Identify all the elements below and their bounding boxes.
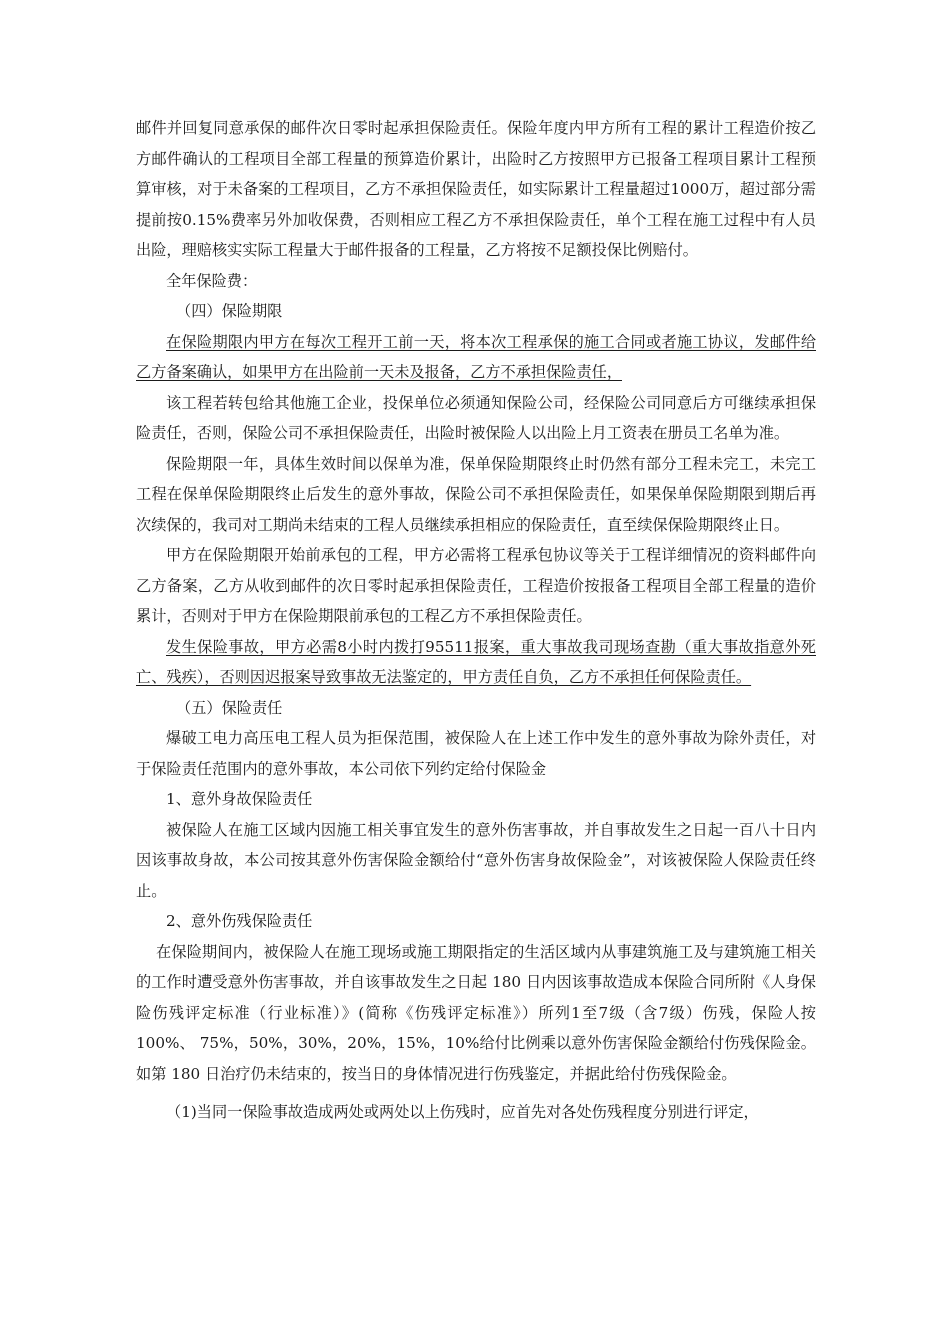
- paragraph-premium-accumulation: 邮件并回复同意承保的邮件次日零时起承担保险责任。保险年度内甲方所有工程的累计工程造价按乙方邮件确认的工程项目全部工程量的预算造价累计，出险时乙方按照甲方已报备工程项目累计工程预算审核，对于未备案的工程项目，乙方不承担保险责任，如实际累计工程量超过1000万，超过部分需提前按0.15%费率另外加收保费，否则相应工程乙方不承担保险责任，单个工程在施工过程中有人员出险，理赔核实实际工程量大于邮件报备的工程量，乙方将按不足额投保比例赔付。: [136, 119, 816, 259]
- subheading-accidental-disability: 2、意外伤残保险责任: [166, 912, 313, 930]
- section-heading-insurance-period: （四）保险期限: [176, 302, 283, 320]
- paragraph-filing-before-start: 在保险期限内甲方在每次工程开工前一天，将本次工程承保的施工合同或者施工协议，发邮件给乙方备案确认，如果甲方在出险前一天未及报备，乙方不承担保险责任，: [136, 332, 816, 381]
- section-heading-insurance-liability: （五）保险责任: [176, 698, 283, 717]
- paragraph-annual-premium: 全年保险费：: [166, 271, 258, 290]
- paragraph-excluded-scope: 爆破工电力高压电工程人员为拒保范围，被保险人在上述工作中发生的意外事故为除外责任，对于保险责任范围内的意外事故，本公司依下列约定给付保险金: [136, 729, 816, 778]
- paragraph-multiple-injuries: （1)当同一保险事故造成两处或两处以上伤残时，应首先对各处伤残程度分别进行评定，: [166, 1103, 759, 1121]
- subheading-accidental-death: 1、意外身故保险责任: [166, 790, 313, 808]
- paragraph-prior-contracts: 甲方在保险期限开始前承包的工程，甲方必需将工程承包协议等关于工程详细情况的资料邮件向乙方备案，乙方从收到邮件的次日零时起承担保险责任，工程造价按报备工程项目全部工程量的造价累计，否则对于甲方在保险期限前承包的工程乙方不承担保险责任。: [136, 546, 816, 625]
- document-body: [136, 113, 816, 1128]
- paragraph-accidental-disability: 在保险期间内，被保险人在施工现场或施工期限指定的生活区域内从事建筑施工及与建筑施工相关的工作时遭受意外伤害事故，并自该事故发生之日起 180 日内因该事故造成本保险合同所附《人身保险伤残评定标准（行业标准）》(简称《伤残评定标准》）所列1至7级（含7级）伤残，保险人按100%、 75%，50%，30%，20%，15%，10%给付比例乘以意外伤害保险金额给付伤残保险金。如第 180 日治疗仍未结束的，按当日的身体情况进行伤残鉴定，并据此给付伤残保险金。: [136, 942, 816, 1083]
- paragraph-accident-reporting: 发生保险事故，甲方必需8小时内拨打95511报案，重大事故我司现场查勘（重大事故指意外死亡、残疾），否则因迟报案导致事故无法鉴定的，甲方责任自负，乙方不承担任何保险责任。: [136, 637, 816, 686]
- paragraph-accidental-death: 被保险人在施工区域内因施工相关事宜发生的意外伤害事故，并自事故发生之日起一百八十日内因该事故身故，本公司按其意外伤害保险金额给付“意外伤害身故保险金”，对该被保险人保险责任终止。: [136, 820, 816, 900]
- paragraph-one-year-term: 保险期限一年，具体生效时间以保单为准，保单保险期限终止时仍然有部分工程未完工，未完工工程在保单保险期限终止后发生的意外事故，保险公司不承担保险责任，如果保单保险期限到期后再次续保的，我司对工期尚未结束的工程人员继续承担相应的保险责任，直至续保保险期限终止日。: [136, 454, 816, 534]
- paragraph-subcontracting: 该工程若转包给其他施工企业，投保单位必须通知保险公司，经保险公司同意后方可继续承担保险责任，否则，保险公司不承担保险责任，出险时被保险人以出险上月工资表在册员工名单为准。: [136, 393, 816, 442]
